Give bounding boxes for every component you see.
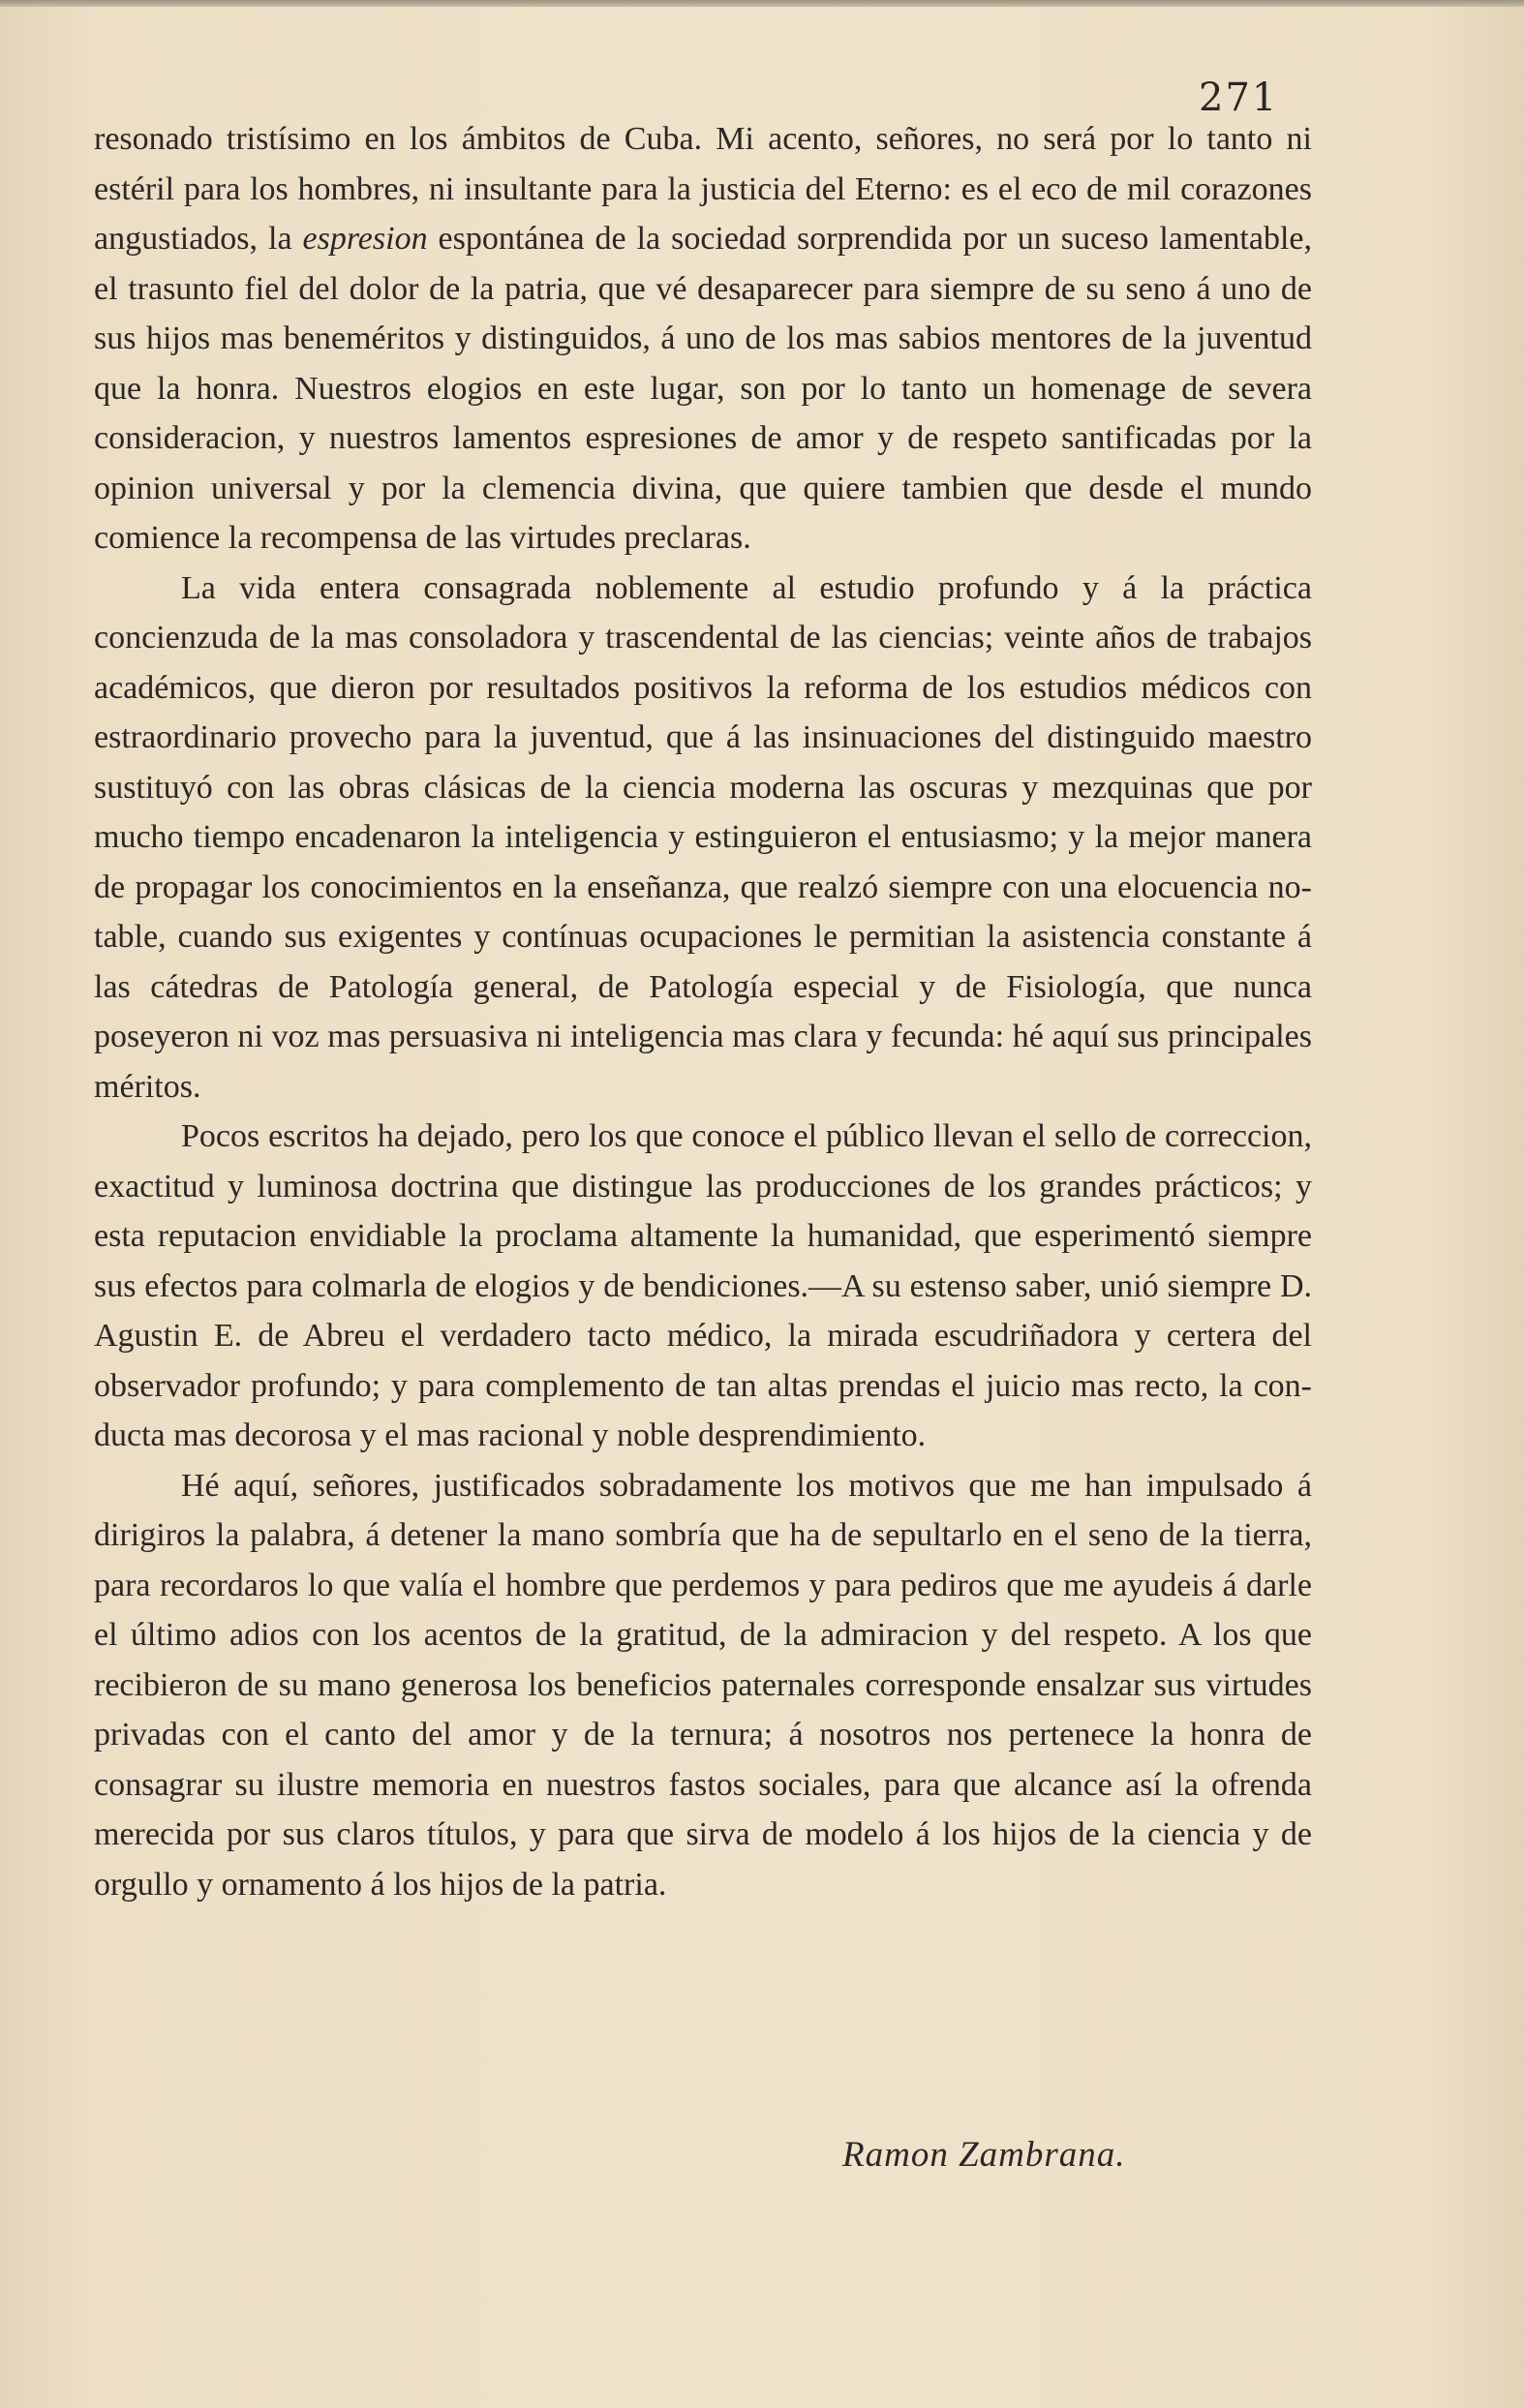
paragraph-1-emphasis: espresion <box>302 221 428 257</box>
body-text <box>94 114 1312 1909</box>
paragraph-1-text-end: espontánea de la sociedad sorprendida por un suceso lamentable, el trasunto fiel del dolor de la patria, que vé desaparecer para siempre de su seno á uno de sus hijos mas beneméritos y distinguidos, á uno de los mas sabios mentores de la juventud que la honra. Nuestros elogios en este lugar, son por lo tanto un homenage de severa consideracion, y nuestros lamentos espresiones de amor y de respeto santificadas por la opinion universal y por la clemencia divina, que quiere tambien que desde el mundo comience la recompensa de las virtudes preclaras. <box>94 221 1312 556</box>
paragraph-1-text-start: resonado tristísimo en los ámbitos de Cuba. Mi acento, señores, no será por lo tanto ni estéril para los hombres, ni insultante para la justicia del Eterno: es el eco de mil corazones angustiados, la <box>94 121 1312 257</box>
paragraph-3: Pocos escritos ha dejado, pero los que conoce el público llevan el sello de correccion, exactitud y luminosa doctrina que distingue las producciones de los grandes prácticos; y esta reputacion envidiable la proclama altamente la humanidad, que esperimentó siempre sus efectos para colmarla de elogios y de bendiciones.—A su estenso saber, unió siempre D. Agustin E. de Abreu el verdadero tacto médico, la mirada escudriñadora y certera del observador profundo; y para complemento de tan altas prendas el juicio mas recto, la conducta mas decorosa y el mas racional y noble desprendimiento. <box>94 1118 1312 1453</box>
paragraph-4: Hé aquí, señores, justificados sobradamente los motivos que me han impulsado á dirigiros la palabra, á detener la mano sombría que ha de sepultarlo en el seno de la tierra, para recordaros lo que valía el hombre que perdemos y para pediros que me ayudeis á darle el último adios con los acentos de la gratitud, de la admiracion y del respeto. A los que recibieron de su mano generosa los beneficios paternales corresponde ensalzar sus virtudes privadas con el canto del amor y de la ternura; á nosotros nos pertenece la honra de consagrar su ilustre memoria en nuestros fastos sociales, para que alcance así la ofrenda merecida por sus claros títulos, y para que sirva de modelo á los hijos de la ciencia y de orgullo y ornamento á los hijos de la patria. <box>94 1467 1312 1903</box>
author-signature: Ramon Zambrana. <box>842 2135 1126 2175</box>
page-top-edge <box>0 0 1524 7</box>
paragraph-1 <box>94 114 1312 564</box>
page-number: 271 <box>1199 76 1279 120</box>
paragraph-2: La vida entera consagrada noblemente al estudio profundo y á la práctica concienzuda de la mas consoladora y trascendental de las ciencias; veinte años de trabajos académicos, que dieron por resultados positivos la reforma de los estudios médicos con estraordinario provecho para la juventud, que á las insinuaciones del distinguido maestro sustituyó con las obras clásicas de la ciencia moderna las oscuras y mezquinas que por mucho tiempo encadenaron la inteligencia y estinguieron el entusiasmo; y la mejor manera de propagar los conocimientos en la enseñanza, que realzó siempre con una elocuencia notable, cuando sus exigentes y contínuas ocupaciones le permitian la asistencia constante á las cátedras de Patología general, de Patología especial y de Fisiología, que nunca poseyeron ni voz mas persuasiva ni inteligencia mas clara y fecunda: hé aquí sus principales méritos. <box>94 569 1312 1105</box>
